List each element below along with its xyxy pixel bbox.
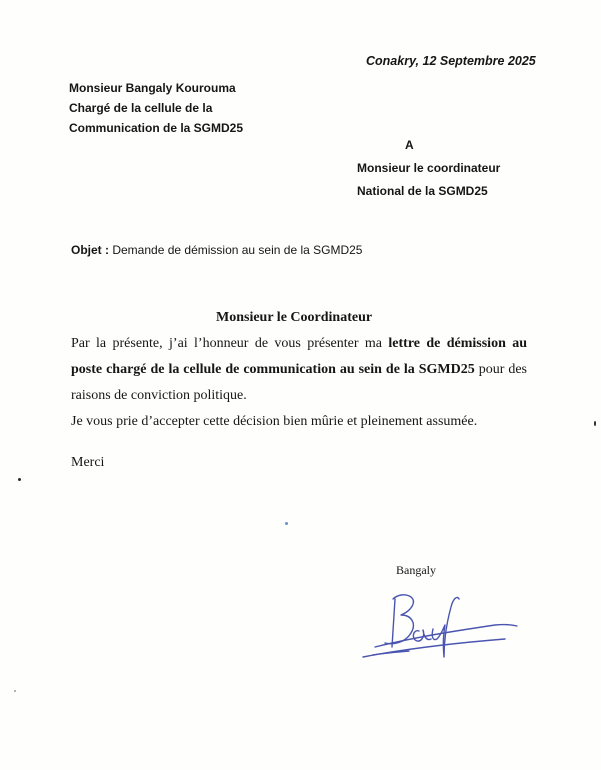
scan-speck [285, 522, 288, 525]
scan-speck [18, 478, 21, 481]
letter-date: Conakry, 12 Septembre 2025 [366, 54, 536, 68]
sender-name: Monsieur Bangaly Kourouma [69, 81, 236, 95]
recipient-block [357, 157, 500, 203]
object-label: Objet : [71, 243, 109, 257]
object-line [71, 243, 362, 257]
signer-name: Bangaly [396, 563, 436, 577]
object-text: Demande de démission au sein de la SGMD25 [112, 243, 363, 257]
body-p1-text-end: pour des raisons de conviction politique. [71, 362, 527, 403]
letter-body [71, 331, 527, 435]
scan-speck [14, 690, 16, 692]
recipient-line-2: National de la SGMD25 [357, 184, 488, 198]
body-p1-bold-text: lettre de démission au poste chargé de la cellule de communication au sein de la SGMD25 [71, 336, 528, 377]
body-p1-text-start: Par la présente, j’ai l’honneur de vous présenter ma [71, 336, 389, 351]
signature-strokes [363, 595, 517, 657]
closing-text: Merci [71, 455, 105, 470]
sender-role-line-2: Communication de la SGMD25 [69, 121, 244, 135]
sender-block [69, 78, 243, 138]
salutation: Monsieur le Coordinateur [216, 310, 373, 325]
body-paragraph-1 [71, 331, 527, 409]
handwritten-signature [345, 585, 520, 665]
scan-speck [594, 421, 596, 426]
sender-role-line-1: Chargé de la cellule de la [69, 101, 213, 115]
recipient-prefix: A [405, 138, 414, 152]
body-paragraph-2: Je vous prie d’accepter cette décision bien mûrie et pleinement assumée. [71, 414, 478, 429]
recipient-line-1: Monsieur le coordinateur [357, 161, 501, 175]
